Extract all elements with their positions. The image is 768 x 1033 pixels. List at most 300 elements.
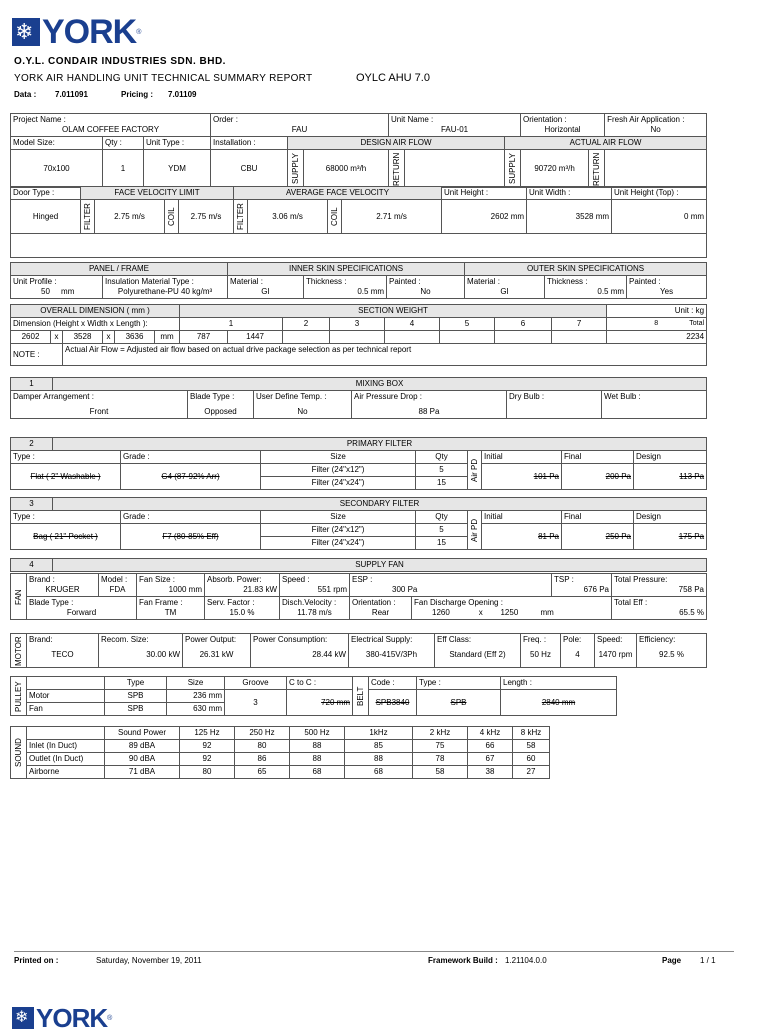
order-value: FAU [291, 125, 308, 134]
printed-on-label: Printed on : [14, 956, 59, 965]
dry-bulb-cell [507, 391, 602, 419]
average-face-velocity-header: AVERAGE FACE VELOCITY [234, 187, 442, 200]
serv-factor-cell [205, 597, 280, 620]
udt-cell [254, 391, 352, 419]
sound-cell: 68 [345, 766, 413, 779]
sound-header-125: 125 Hz [180, 727, 235, 740]
eff-class-value: Standard (Eff 2) [449, 650, 506, 659]
belt-label: BELT [353, 677, 369, 716]
pf-type-label: Type : [11, 451, 121, 464]
power-cons-label: Power Consumption: [253, 635, 328, 644]
sound-cell: 38 [468, 766, 513, 779]
company-name: O.Y.L. CONDAIR INDUSTRIES SDN. BHD. [14, 56, 226, 67]
fan-orientation-label: Orientation : [352, 598, 396, 607]
sf-initial-value: 81 Pa [482, 524, 562, 550]
speed-label: Speed : [282, 575, 310, 584]
pricing-value: 7.01109 [168, 90, 197, 99]
pulley-fan-size: 630 mm [167, 703, 225, 716]
total-eff-value: 65.5 % [679, 608, 704, 617]
blank-row [11, 234, 707, 258]
unit-name-cell [389, 114, 521, 137]
unit-width-value: 3528 mm [527, 200, 612, 234]
inner-thickness-cell [304, 276, 387, 299]
damper-value: Front [89, 407, 109, 416]
dimension-table [10, 304, 707, 366]
secondary-filter-table [10, 497, 707, 550]
pulley-motor-label: Motor [27, 690, 105, 703]
inner-material-value: GI [261, 287, 270, 296]
recom-size-cell [99, 634, 183, 668]
door-type-label: Door Type : [11, 187, 81, 200]
supply-fan-number: 4 [11, 559, 53, 572]
sound-row-label: Inlet (In Duct) [27, 740, 105, 753]
motor-speed-label: Speed: [597, 635, 623, 644]
weight-3 [283, 331, 330, 344]
sound-blank [27, 727, 105, 740]
unit-type-label: Unit Type : [144, 137, 211, 150]
recom-size-value: 30.00 kW [146, 650, 180, 659]
absorb-cell [205, 574, 280, 597]
pulley-fan-type: SPB [105, 703, 167, 716]
supply-fan-title: SUPPLY FAN [53, 559, 707, 572]
sound-cell: 58 [413, 766, 468, 779]
design-return-label: RETURN [389, 150, 405, 188]
sound-header-2k: 2 kHz [413, 727, 468, 740]
weight-header-6: 6 [495, 318, 552, 331]
insulation-cell [103, 276, 228, 299]
fresh-air-label: Fresh Air Application : [607, 115, 685, 124]
sf-grade-label: Grade : [121, 511, 261, 524]
pulley-fan-label: Fan [27, 703, 105, 716]
pf-initial-value: 101 Pa [482, 464, 562, 490]
weight-7 [495, 331, 552, 344]
ctoc-value: 720 mm [287, 690, 353, 716]
dim-x2: x [103, 331, 115, 344]
belt-length-value: 2840 mm [501, 690, 617, 716]
pf-air-pd-label: Air PD [468, 451, 482, 490]
blade-label: Blade Type : [190, 392, 235, 401]
primary-filter-number: 2 [11, 438, 53, 451]
motor-label: MOTOR [11, 634, 27, 668]
absorb-value: 21.83 kW [243, 585, 277, 594]
disch-vel-label: Disch.Velocity : [282, 598, 337, 607]
unit-height-top-value: 0 mm [612, 200, 707, 234]
unit-height-top-label: Unit Height (Top) : [612, 187, 707, 200]
installation-value: CBU [211, 150, 288, 188]
weight-4 [330, 331, 385, 344]
freq-cell [521, 634, 561, 668]
discharge-cell [412, 597, 612, 620]
efficiency-label: Efficiency: [639, 635, 676, 644]
serv-factor-label: Serv. Factor : [207, 598, 255, 607]
motor-brand-cell [27, 634, 99, 668]
udt-value: No [297, 407, 308, 416]
sound-cell: 88 [290, 753, 345, 766]
bottom-logo-text: YORK [36, 1003, 108, 1033]
power-cons-cell [251, 634, 349, 668]
sound-cell: 88 [290, 740, 345, 753]
discharge-height: 1250 [500, 608, 519, 617]
sound-cell: 92 [180, 753, 235, 766]
pf-type-value: Flat ( 2" Washable ) [11, 464, 121, 490]
pole-value: 4 [575, 650, 580, 659]
orientation-cell [521, 114, 605, 137]
sound-cell: 68 [290, 766, 345, 779]
fresh-air-cell [605, 114, 707, 137]
data-value: 7.011091 [55, 90, 88, 99]
sf-qty-2: 15 [416, 537, 468, 550]
sf-type-label: Type : [11, 511, 121, 524]
sf-grade-value: F7 (80-85% Eff) [121, 524, 261, 550]
weight-header-7: 7 [552, 318, 607, 331]
disch-vel-value: 11.78 m/s [297, 608, 332, 617]
fan-size-cell [137, 574, 205, 597]
fan-frame-value: TM [164, 608, 177, 617]
outer-skin-header: OUTER SKIN SPECIFICATIONS [465, 263, 707, 276]
tsp-value: 676 Pa [583, 585, 609, 594]
sound-cell: 92 [180, 740, 235, 753]
apd-value: 88 Pa [418, 407, 440, 416]
outer-painted-value: Yes [660, 287, 674, 296]
motor-speed-value: 1470 rpm [598, 650, 633, 659]
unit-profile-cell [11, 276, 103, 299]
unit-type-value: YDM [144, 150, 211, 188]
weight-2: 1447 [228, 331, 283, 344]
unit-width-label: Unit Width : [527, 187, 612, 200]
qty-label: Qty : [103, 137, 144, 150]
sound-header-8k: 8 kHz [513, 727, 550, 740]
weight-total: 2234 [607, 331, 707, 344]
insulation-value: Polyurethane-PU 40 kg/m³ [117, 287, 213, 296]
motor-brand-label: Brand: [29, 635, 53, 644]
groove-label: Groove [225, 677, 287, 690]
groove-value: 3 [225, 690, 287, 716]
weight-header-5: 5 [440, 318, 495, 331]
sound-cell: 58 [513, 740, 550, 753]
logo-text: YORK [42, 13, 137, 51]
unit-profile-unit: mm [61, 287, 75, 296]
outer-material-label: Material : [467, 277, 500, 286]
freq-value: 50 Hz [530, 650, 551, 659]
door-type-value: Hinged [11, 200, 81, 234]
blade-type-value: Forward [66, 608, 97, 617]
blade-value: Opposed [204, 407, 237, 416]
sound-cell: 60 [513, 753, 550, 766]
project-name-label: Project Name : [13, 115, 66, 124]
pf-design-value: 113 Pa [634, 464, 707, 490]
pulley-blank [27, 677, 105, 690]
wet-bulb-cell [602, 391, 707, 419]
elec-supply-label: Electrical Supply: [351, 635, 413, 644]
esp-cell [350, 574, 552, 597]
sound-header-1k: 1kHz [345, 727, 413, 740]
pole-label: Pole: [563, 635, 582, 644]
sound-table [10, 726, 550, 779]
project-name: OLAM COFFEE FACTORY [61, 125, 160, 134]
panel-table [10, 262, 707, 299]
belt-type-label: Type : [417, 677, 501, 690]
sf-air-pd-label: Air PD [468, 511, 482, 550]
power-cons-value: 28.44 kW [312, 650, 346, 659]
data-label: Data : [14, 90, 37, 99]
udt-label: User Define Temp. : [256, 392, 327, 401]
total-pressure-cell [612, 574, 707, 597]
panel-frame-header: PANEL / FRAME [11, 263, 228, 276]
pulley-table [10, 676, 617, 716]
elec-supply-value: 380-415V/3Ph [365, 650, 418, 659]
inner-thickness-value: 0.5 mm [357, 287, 385, 296]
sound-cell: 78 [413, 753, 468, 766]
damper-cell [11, 391, 188, 419]
primary-filter-title: PRIMARY FILTER [53, 438, 707, 451]
weight-header-2: 2 [283, 318, 330, 331]
pf-qty-2: 15 [416, 477, 468, 490]
outer-thickness-label: Thickness : [547, 277, 588, 286]
absorb-label: Absorb. Power: [207, 575, 262, 584]
actual-supply-value: 90720 m³/h [521, 150, 589, 188]
pulley-size-label: Size [167, 677, 225, 690]
design-air-flow-header: DESIGN AIR FLOW [288, 137, 505, 150]
outer-material-value: GI [500, 287, 509, 296]
orientation-value: Horizontal [544, 125, 581, 134]
apd-label: Air Pressure Drop : [354, 392, 423, 401]
sound-cell: 88 [345, 753, 413, 766]
overall-dimension-header: OVERALL DIMENSION ( mm ) [11, 305, 180, 318]
motor-table [10, 633, 707, 668]
pulley-motor-type: SPB [105, 690, 167, 703]
speed-value: 551 rpm [317, 585, 347, 594]
inner-material-cell [228, 276, 304, 299]
fan-size-value: 1000 mm [168, 585, 202, 594]
pf-qty-1: 5 [416, 464, 468, 477]
pulley-label: PULLEY [11, 677, 27, 716]
sound-cell: 80 [235, 740, 290, 753]
pf-size-label: Size [261, 451, 416, 464]
blade-type-cell [27, 597, 137, 620]
sound-label: SOUND [11, 727, 27, 779]
afv-coil-label: COIL [328, 200, 342, 234]
pf-grade-value: G4 (87-92% Arr) [121, 464, 261, 490]
insulation-label: Insulation Material Type : [105, 277, 194, 286]
pf-qty-label: Qty [416, 451, 468, 464]
sound-cell: 85 [345, 740, 413, 753]
sf-initial-label: Initial [482, 511, 562, 524]
printed-on-value: Saturday, November 19, 2011 [96, 956, 202, 965]
weight-8 [552, 331, 607, 344]
power-output-value: 26.31 kW [199, 650, 234, 659]
weight-header-total: Total [689, 320, 705, 327]
sf-final-value: 250 Pa [562, 524, 634, 550]
bottom-york-logo [12, 1003, 113, 1033]
sound-cell: 86 [235, 753, 290, 766]
sound-header-4k: 4 kHz [468, 727, 513, 740]
outer-material-cell [465, 276, 545, 299]
unit-kg: Unit : kg [607, 305, 707, 318]
ctoc-label: C to C : [287, 677, 353, 690]
velocity-table [10, 186, 707, 258]
pf-size-1: Filter (24"x12") [261, 464, 416, 477]
actual-return-label: RETURN [589, 150, 605, 188]
freq-label: Freq. : [523, 635, 547, 644]
sound-row-label: Outlet (In Duct) [27, 753, 105, 766]
weight-6 [440, 331, 495, 344]
efficiency-value: 92.5 % [659, 650, 684, 659]
fan-frame-cell [137, 597, 205, 620]
outer-thickness-value: 0.5 mm [597, 287, 625, 296]
order-label: Order : [213, 115, 238, 124]
sound-cell: 71 dBA [105, 766, 180, 779]
weight-header-8-total [607, 318, 707, 331]
dry-bulb-label: Dry Bulb : [509, 392, 545, 401]
order-cell [211, 114, 389, 137]
mixing-box-table [10, 377, 707, 419]
fan-label: FAN [11, 574, 27, 620]
inner-thickness-label: Thickness : [306, 277, 347, 286]
discharge-label: Fan Discharge Opening : [414, 598, 503, 607]
apd-cell [352, 391, 507, 419]
sound-cell: 66 [468, 740, 513, 753]
footer-divider [14, 951, 734, 952]
sf-qty-label: Qty [416, 511, 468, 524]
dimension-label: Dimension (Height x Width x Length ): [11, 318, 180, 331]
build-value: 1.21104.0.0 [505, 956, 547, 965]
weight-5 [385, 331, 440, 344]
afv-filter-label: FILTER [234, 200, 248, 234]
total-pressure-value: 758 Pa [678, 585, 704, 594]
sound-cell: 89 dBA [105, 740, 180, 753]
report-title: YORK AIR HANDLING UNIT TECHNICAL SUMMARY REPORT [14, 73, 313, 84]
mixing-box-number: 1 [11, 378, 53, 391]
fvl-filter-label: FILTER [81, 200, 95, 234]
model-size-label: Model Size: [11, 137, 103, 150]
page-value: 1 / 1 [700, 956, 716, 965]
unit-height-value: 2602 mm [442, 200, 527, 234]
fan-orientation-cell [350, 597, 412, 620]
sound-cell: 65 [235, 766, 290, 779]
blade-type-label: Blade Type : [29, 598, 74, 607]
sound-cell: 75 [413, 740, 468, 753]
damper-label: Damper Arrangement : [13, 392, 94, 401]
design-supply-value: 68000 m³/h [304, 150, 389, 188]
fan-brand-label: Brand : [29, 575, 55, 584]
dim-width: 3528 [63, 331, 103, 344]
sf-size-1: Filter (24"x12") [261, 524, 416, 537]
belt-code-value: SPB3840 [369, 690, 417, 716]
inner-painted-cell [387, 276, 465, 299]
fvl-coil-value: 2.75 m/s [179, 200, 234, 234]
sf-size-label: Size [261, 511, 416, 524]
weight-header-3: 3 [330, 318, 385, 331]
dim-height: 2602 [11, 331, 51, 344]
fan-table [10, 573, 707, 620]
belt-length-label: Length : [501, 677, 617, 690]
efficiency-cell [637, 634, 707, 668]
fan-brand-cell [27, 574, 99, 597]
pf-design-label: Design [634, 451, 707, 464]
eff-class-cell [435, 634, 521, 668]
disch-vel-cell [280, 597, 350, 620]
york-logo [12, 15, 141, 49]
sf-design-value: 175 Pa [634, 524, 707, 550]
pf-initial-label: Initial [482, 451, 562, 464]
discharge-x: x [478, 608, 483, 617]
supply-fan-header-table [10, 558, 707, 572]
actual-air-flow-header: ACTUAL AIR FLOW [505, 137, 707, 150]
blade-cell [188, 391, 254, 419]
inner-skin-header: INNER SKIN SPECIFICATIONS [228, 263, 465, 276]
fvl-coil-label: COIL [165, 200, 179, 234]
fan-orientation-value: Rear [371, 608, 390, 617]
wet-bulb-label: Wet Bulb : [604, 392, 641, 401]
weight-header-8: 8 [654, 320, 659, 327]
pf-final-label: Final [562, 451, 634, 464]
speed-cell [280, 574, 350, 597]
power-output-label: Power Output: [185, 635, 237, 644]
weight-header-1: 1 [180, 318, 283, 331]
dim-unit: mm [155, 331, 180, 344]
fan-frame-label: Fan Frame : [139, 598, 183, 607]
project-name-cell [11, 114, 211, 137]
total-eff-label: Total Eff : [614, 598, 648, 607]
weight-1: 787 [180, 331, 228, 344]
elec-supply-cell [349, 634, 435, 668]
design-return-value [405, 150, 505, 188]
primary-filter-table [10, 437, 707, 490]
discharge-width: 1260 [432, 608, 450, 617]
project-table [10, 113, 707, 188]
qty-value: 1 [103, 150, 144, 188]
fresh-air-value: No [650, 125, 661, 134]
orientation-label: Orientation : [523, 115, 567, 124]
model-size-value: 70x100 [11, 150, 103, 188]
total-eff-cell [612, 597, 707, 620]
note-label: NOTE : [11, 344, 63, 366]
design-supply-label: SUPPLY [288, 150, 304, 188]
unit-name-value: FAU-01 [440, 125, 469, 134]
belt-code-label: Code : [369, 677, 417, 690]
sound-cell: 67 [468, 753, 513, 766]
recom-size-label: Recom. Size: [101, 635, 149, 644]
outer-thickness-cell [545, 276, 627, 299]
report-version: OYLC AHU 7.0 [356, 72, 430, 84]
snowflake-icon [12, 18, 40, 46]
pulley-motor-size: 236 mm [167, 690, 225, 703]
section-weight-header: SECTION WEIGHT [180, 305, 607, 318]
sound-header-250: 250 Hz [235, 727, 290, 740]
esp-label: ESP : [352, 575, 373, 584]
fan-model-label: Model : [101, 575, 128, 584]
pf-grade-label: Grade : [121, 451, 261, 464]
bottom-logo-registered: ® [107, 1014, 113, 1022]
fan-brand-value: KRUGER [45, 585, 80, 594]
snowflake-icon [12, 1007, 34, 1029]
tsp-label: TSP : [554, 575, 574, 584]
unit-height-label: Unit Height : [442, 187, 527, 200]
sound-header-power: Sound Power [105, 727, 180, 740]
afv-coil-value: 2.71 m/s [342, 200, 442, 234]
sound-cell: 27 [513, 766, 550, 779]
fan-model-value: FDA [109, 585, 126, 594]
inner-painted-value: No [420, 287, 431, 296]
fvl-filter-value: 2.75 m/s [95, 200, 165, 234]
sf-design-label: Design [634, 511, 707, 524]
sf-qty-1: 5 [416, 524, 468, 537]
motor-brand-value: TECO [51, 650, 74, 659]
fan-model-cell [99, 574, 137, 597]
unit-name-label: Unit Name : [391, 115, 434, 124]
page-label: Page [662, 956, 682, 965]
inner-material-label: Material : [230, 277, 263, 286]
